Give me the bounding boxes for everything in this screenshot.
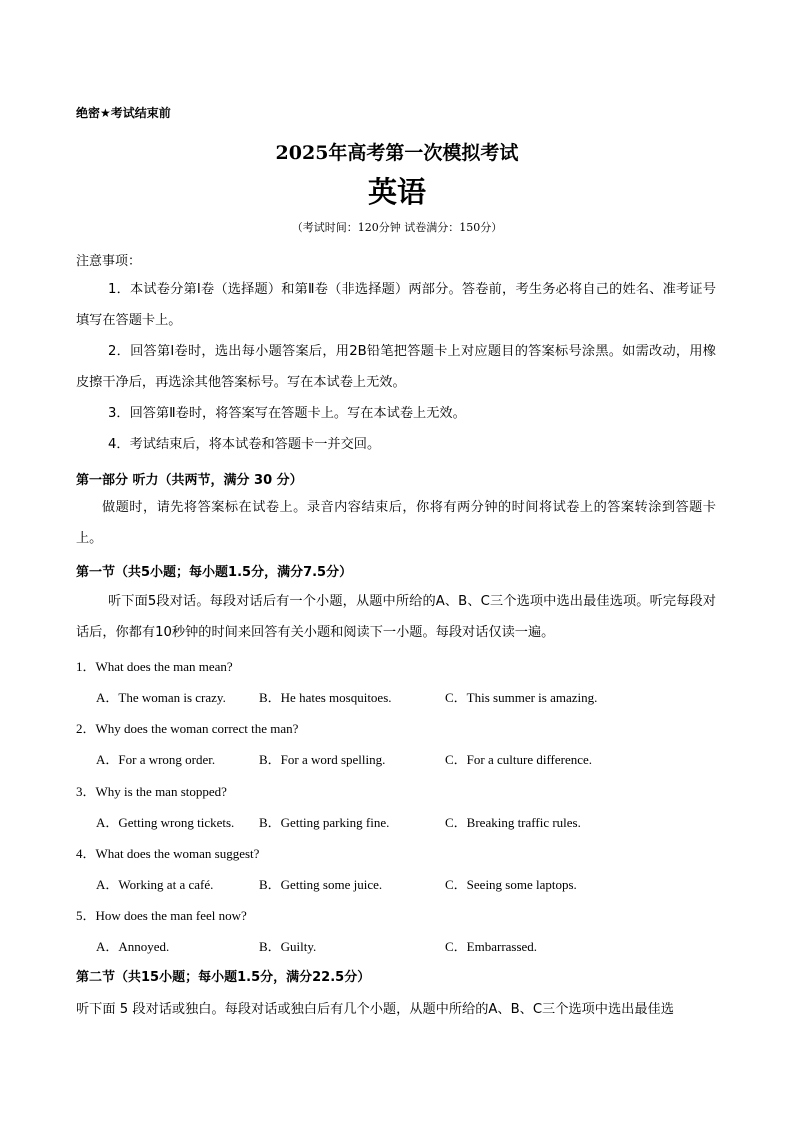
part1-heading: 第一部分 听力（共两节，满分 30 分） [76,473,303,488]
time-info: （考试时间：120分钟 试卷满分：150分） [291,221,503,234]
section1-heading: 第一节（共5小题；每小题1.5分，满分7.5分） [76,565,353,580]
section1-intro: 听下面5段对话。每段对话后有一个小题，从题中所给的A、B、C三个选项中选出最佳选项。听完每段对话后，你都有10秒钟的时间来回答有关小题和阅读下一小题。每段对话仅读一遍。 [76,594,716,640]
notice-item-2: 2．回答第Ⅰ卷时，选出每小题答案后，用2B铅笔把答题卡上对应题目的答案标号涂黑。如需改动，用橡皮擦干净后，再选涂其他答案标号。写在本试卷上无效。 [76,344,716,390]
q4-option-b: B．Getting some juice. [259,877,383,892]
q5-option-a: A．Annoyed. [96,939,170,954]
question-3: 3．Why is the man stopped? [76,784,227,799]
question-1: 1．What does the man mean? [76,659,233,674]
part1-intro: 做题时，请先将答案标在试卷上。录音内容结束后，你将有两分钟的时间将试卷上的答案转涂到答题卡上。 [76,500,716,546]
question-5: 5．How does the man feel now? [76,908,247,923]
q2-option-c: C．For a culture difference. [445,752,593,767]
notice-item-4: 4．考试结束后，将本试卷和答题卡一并交回。 [108,437,381,452]
section2-heading: 第二节（共15小题；每小题1.5分，满分22.5分） [76,970,371,985]
notice-heading: 注意事项： [76,254,142,269]
subject-title: 英语 [367,175,426,209]
notice-item-1: 1．本试卷分第Ⅰ卷（选择题）和第Ⅱ卷（非选择题）两部分。答卷前，考生务必将自己的姓名、准考证号填写在答题卡上。 [76,282,716,328]
question-4: 4．What does the woman suggest? [76,846,260,861]
q1-option-b: B．He hates mosquitoes. [259,690,392,705]
q5-option-c: C．Embarrassed. [445,939,538,954]
q1-option-c: C．This summer is amazing. [445,690,598,705]
notice-item-3: 3．回答第Ⅱ卷时，将答案写在答题卡上。写在本试卷上无效。 [108,406,466,421]
q1-option-a: A．The woman is crazy. [96,690,226,705]
confidential-label: 绝密★考试结束前 [76,106,171,120]
section2-intro: 听下面 5 段对话或独白。每段对话或独白后有几个小题，从题中所给的A、B、C三个选项中选出最佳选 [76,1002,674,1017]
q2-option-b: B．For a word spelling. [259,752,386,767]
q3-option-b: B．Getting parking fine. [259,815,390,830]
q2-option-a: A．For a wrong order. [96,752,216,767]
exam-title: 2025年高考第一次模拟考试 [275,142,519,164]
q4-option-c: C．Seeing some laptops. [445,877,577,892]
q3-option-a: A．Getting wrong tickets. [96,815,235,830]
q4-option-a: A．Working at a café. [96,877,214,892]
q3-option-c: C．Breaking traffic rules. [445,815,581,830]
q5-option-b: B．Guilty. [259,939,317,954]
question-2: 2．Why does the woman correct the man? [76,721,299,736]
